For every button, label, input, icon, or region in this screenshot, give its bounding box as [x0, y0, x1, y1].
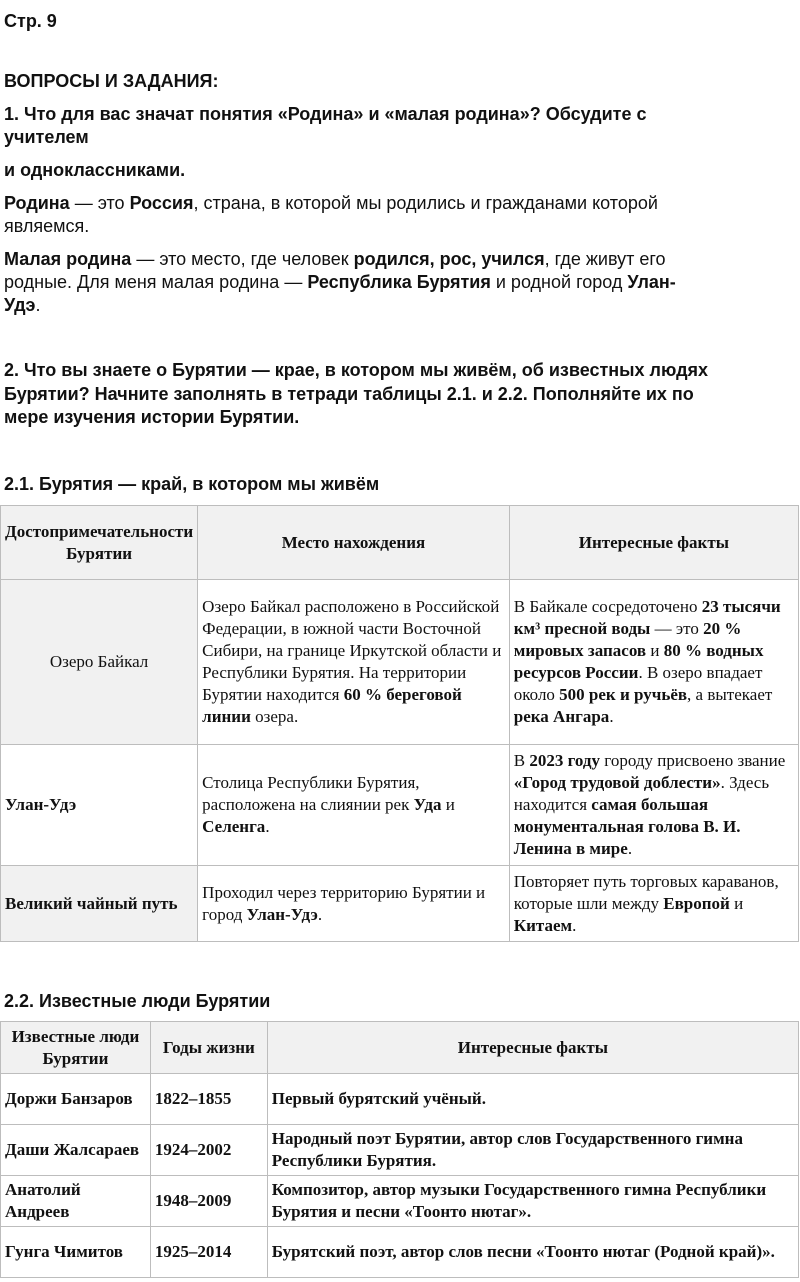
header-people: Известные люди Бурятии	[1, 1022, 151, 1074]
person-fact: Бурятский поэт, автор слов песни «Тоонто нютаг (Родной край)».	[267, 1227, 798, 1278]
bold-fragment: 60 % береговой линии	[202, 685, 462, 726]
bold-fragment: Улан-	[627, 272, 676, 292]
text-fragment: и родной город	[490, 272, 628, 292]
text-fragment: , а вытекает	[687, 685, 773, 704]
table-row	[1, 1074, 799, 1125]
text-fragment: .	[317, 904, 323, 924]
table-header-row	[1, 1022, 799, 1074]
text-fragment: Проходил через территорию Бурятии и город	[202, 882, 486, 924]
header-location: Место нахождения	[198, 506, 510, 580]
text-fragment: .	[265, 817, 270, 836]
person-fact: Композитор, автор музыки Государственного гимна Республики Бурятия и песни «Тоонто нютаг».	[267, 1176, 798, 1227]
bold-fragment: Улан-Удэ	[246, 904, 318, 924]
row-location	[198, 580, 510, 745]
answer-rodina-line-2: являемся.	[4, 216, 90, 236]
bold-fragment: самая большая монументальная голова В. И. Ленина в мире	[513, 795, 741, 858]
text-fragment: — это	[650, 619, 704, 638]
row-name: Великий чайный путь	[1, 866, 198, 942]
person-name: Анатолий Андреев	[1, 1176, 151, 1227]
bold-fragment: Селенга	[202, 817, 266, 836]
section-title: ВОПРОСЫ И ЗАДАНИЯ:	[4, 71, 219, 91]
person-name: Гунга Чимитов	[1, 1227, 151, 1278]
table-row	[1, 1125, 799, 1176]
text-fragment: и	[441, 795, 455, 814]
text-fragment: .	[609, 707, 614, 726]
table-row	[1, 1176, 799, 1227]
person-years: 1925–2014	[150, 1227, 267, 1278]
term-malaya-rodina: Малая родина	[4, 249, 132, 269]
question-1-line-2: учителем	[4, 127, 89, 147]
answer-malaya-line-3	[4, 294, 40, 316]
row-facts	[509, 580, 798, 745]
text-fragment: Озеро Байкал расположено в Российской Федерации, в южной части Восточной Сибири, на границе Иркутской области и Республики Бурятия. На территории Бурятии находится	[202, 597, 502, 704]
text-fragment: городу присвоено звание	[600, 751, 786, 770]
header-years: Годы жизни	[150, 1022, 267, 1074]
bold-fragment: 2023 году	[529, 751, 601, 770]
text-fragment: В	[513, 751, 530, 770]
bold-fragment: 20 % мировых запасов	[513, 619, 742, 660]
table-1-title: 2.1. Бурятия — край, в котором мы живём	[4, 474, 380, 494]
table-row	[1, 580, 799, 745]
bold-fragment: 500 рек и ручьёв	[559, 685, 688, 704]
term-russia: Россия	[129, 193, 194, 213]
text-fragment: В Байкале сосредоточено	[513, 597, 702, 616]
table-header-row	[1, 506, 799, 580]
text-fragment: .	[627, 839, 633, 858]
table-2-title: 2.2. Известные люди Бурятии	[4, 991, 271, 1011]
bold-fragment: река Ангара	[513, 707, 610, 726]
row-location	[198, 866, 510, 942]
text-fragment: .	[35, 295, 41, 315]
text-fragment: и	[646, 641, 664, 660]
bold-fragment: Республика Бурятия	[307, 272, 491, 292]
text-fragment: Повторяет путь торговых караванов, которые шли между	[513, 871, 779, 913]
answer-malaya-line-2	[4, 271, 676, 293]
text-fragment: — это	[69, 193, 130, 213]
row-name: Озеро Байкал	[1, 580, 198, 745]
header-facts: Интересные факты	[267, 1022, 798, 1074]
text-fragment: , страна, в которой мы родились и гражданами которой	[193, 193, 658, 213]
bold-fragment: 23 тысячи км³ пресной воды	[513, 597, 781, 638]
row-facts	[509, 866, 798, 942]
person-name: Даши Жалсараев	[1, 1125, 151, 1176]
header-sights: Достопримечательности Бурятии	[1, 506, 198, 580]
table-row	[1, 745, 799, 866]
question-2-line-1: 2. Что вы знаете о Бурятии — крае, в котором мы живём, об известных людях	[4, 360, 709, 380]
bold-fragment: Европой	[663, 893, 730, 913]
text-fragment: и	[729, 893, 744, 913]
sights-table	[0, 505, 799, 942]
person-fact: Первый бурятский учёный.	[267, 1074, 798, 1125]
page-label: Стр. 9	[4, 11, 57, 31]
person-name: Доржи Банзаров	[1, 1074, 151, 1125]
text-fragment: родные. Для меня малая родина —	[4, 272, 308, 292]
term-rodina: Родина	[4, 193, 70, 213]
bold-fragment: Китаем	[513, 915, 573, 935]
question-1-line-3: и одноклассниками.	[4, 160, 186, 180]
question-2-line-3: мере изучения истории Бурятии.	[4, 407, 300, 427]
person-years: 1948–2009	[150, 1176, 267, 1227]
bold-fragment: родился, рос, учился	[353, 249, 545, 269]
person-fact: Народный поэт Бурятии, автор слов Государственного гимна Республики Бурятия.	[267, 1125, 798, 1176]
person-years: 1822–1855	[150, 1074, 267, 1125]
text-fragment: озера.	[250, 707, 299, 726]
text-fragment: Столица Республики Бурятия, расположена на слиянии рек	[202, 773, 420, 814]
text-fragment: . Здесь находится	[513, 773, 770, 814]
person-years: 1924–2002	[150, 1125, 267, 1176]
text-fragment: — это место, где человек	[131, 249, 354, 269]
row-name: Улан-Удэ	[1, 745, 198, 866]
text-fragment: , где живут его	[544, 249, 666, 269]
bold-fragment: Уда	[413, 795, 442, 814]
text-fragment: . В озеро впадает около	[513, 663, 763, 704]
people-table	[0, 1021, 799, 1278]
answer-malaya-line-1	[4, 248, 666, 270]
answer-rodina-line-1	[4, 192, 658, 214]
header-facts: Интересные факты	[509, 506, 798, 580]
table-row	[1, 1227, 799, 1278]
question-1-line-1: 1. Что для вас значат понятия «Родина» и «малая родина»? Обсудите с	[4, 104, 647, 124]
row-location	[198, 745, 510, 866]
bold-fragment: 80 % водных ресурсов России	[513, 641, 764, 682]
row-facts	[509, 745, 798, 866]
bold-fragment: Удэ	[4, 295, 36, 315]
table-row	[1, 866, 799, 942]
question-2-line-2: Бурятии? Начните заполнять в тетради таблицы 2.1. и 2.2. Пополняйте их по	[4, 384, 694, 404]
bold-fragment: «Город трудовой доблести»	[513, 773, 721, 792]
text-fragment: .	[572, 915, 577, 935]
